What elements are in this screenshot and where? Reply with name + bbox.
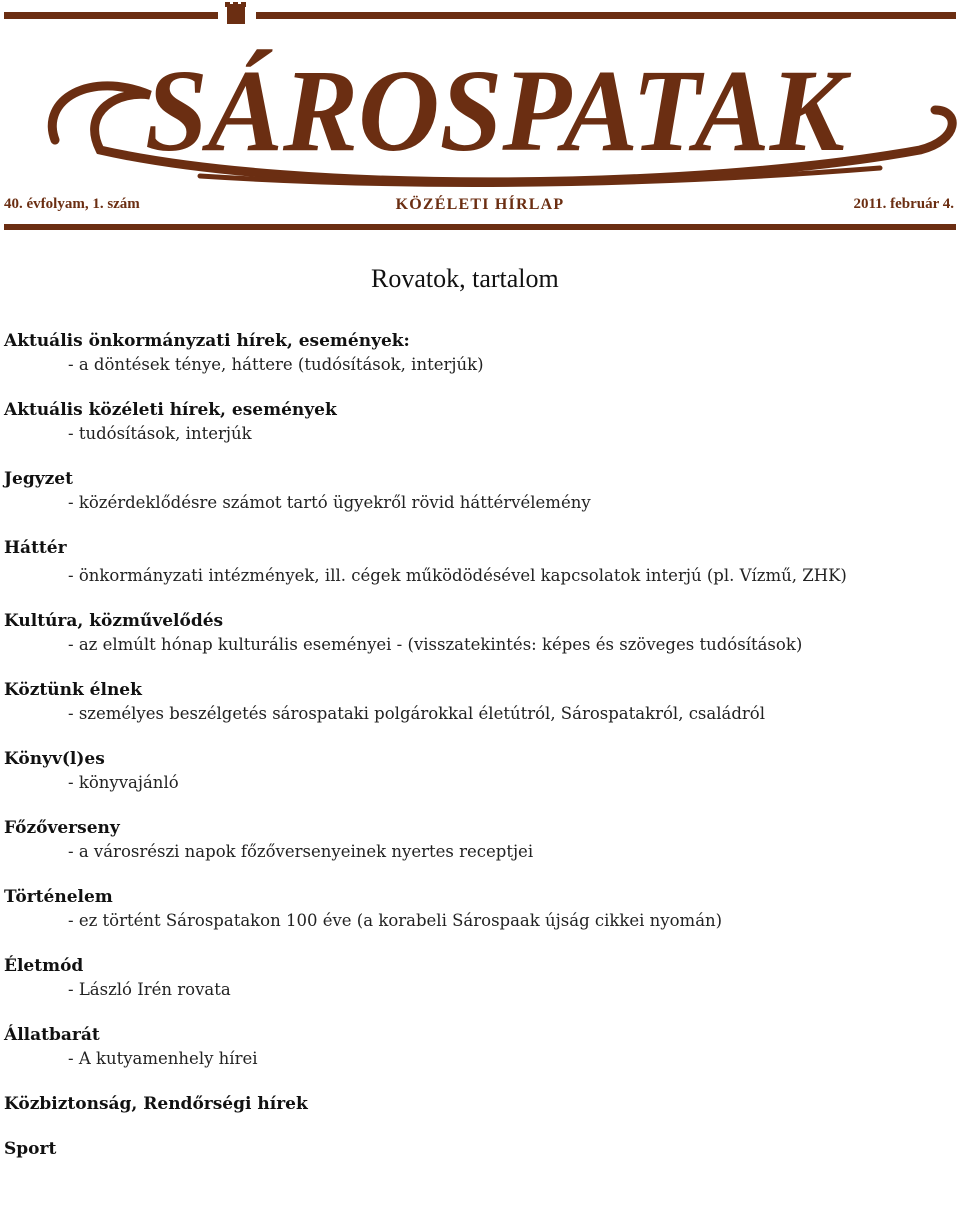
section-heading: Jegyzet (4, 469, 73, 489)
section-heading: Sport (4, 1139, 57, 1159)
section-list (4, 330, 954, 1183)
section-description: - László Irén rovata (68, 980, 231, 999)
section-description: - az elmúlt hónap kulturális eseményei - (visszatekintés: képes és szöveges tudósítások) (68, 635, 803, 654)
masthead-meta-row (0, 196, 960, 220)
section-heading: Történelem (4, 887, 113, 907)
section-item (4, 1093, 954, 1115)
section-item (4, 399, 954, 445)
section-item (4, 330, 954, 376)
section-item (4, 955, 954, 1001)
section-heading: Aktuális közéleti hírek, események (4, 400, 337, 420)
castle-tower-icon (225, 2, 246, 24)
section-item (4, 886, 954, 932)
section-item (4, 537, 954, 587)
section-item (4, 610, 954, 656)
issue-number: 40. évfolyam, 1. szám (4, 196, 140, 212)
section-item (4, 817, 954, 863)
section-item (4, 748, 954, 794)
section-description: - önkormányzati intézmények, ill. cégek működödésével kapcsolatok interjú (pl. Vízmű, ZHK) (68, 566, 847, 585)
section-heading: Kultúra, közművelődés (4, 611, 224, 631)
masthead-logo (0, 0, 960, 200)
masthead-subtitle: KÖZÉLETI HÍRLAP (395, 196, 565, 213)
section-heading: Köztünk élnek (4, 680, 142, 700)
section-heading: Főzőverseny (4, 818, 120, 838)
issue-date: 2011. február 4. (853, 196, 954, 212)
section-heading: Aktuális önkormányzati hírek, események: (4, 331, 410, 351)
section-item (4, 1024, 954, 1070)
page-title: Rovatok, tartalom (371, 264, 559, 293)
masthead-title: SÁROSPATAK (145, 45, 852, 176)
section-description: - A kutyamenhely hírei (68, 1049, 258, 1068)
section-description: - a városrészi napok főzőversenyeinek nyertes receptjei (68, 842, 534, 861)
section-item (4, 468, 954, 514)
section-description: - közérdeklődésre számot tartó ügyekről rövid háttérvélemény (68, 493, 591, 512)
section-description: - a döntések ténye, háttere (tudósítások, interjúk) (68, 355, 484, 374)
section-heading: Könyv(l)es (4, 749, 105, 769)
section-heading: Állatbarát (4, 1025, 100, 1045)
section-item (4, 679, 954, 725)
masthead-rule-bottom (4, 224, 956, 230)
section-heading: Életmód (4, 956, 84, 976)
section-heading: Közbiztonság, Rendőrségi hírek (4, 1094, 308, 1114)
section-description: - könyvajánló (68, 773, 179, 792)
section-heading: Háttér (4, 538, 67, 558)
section-description: - tudósítások, interjúk (68, 424, 252, 443)
section-description: - ez történt Sárospatakon 100 éve (a korabeli Sárospaak újság cikkei nyomán) (68, 911, 723, 930)
section-item (4, 1138, 954, 1160)
section-description: - személyes beszélgetés sárospataki polgárokkal életútról, Sárospatakról, családról (68, 704, 766, 723)
